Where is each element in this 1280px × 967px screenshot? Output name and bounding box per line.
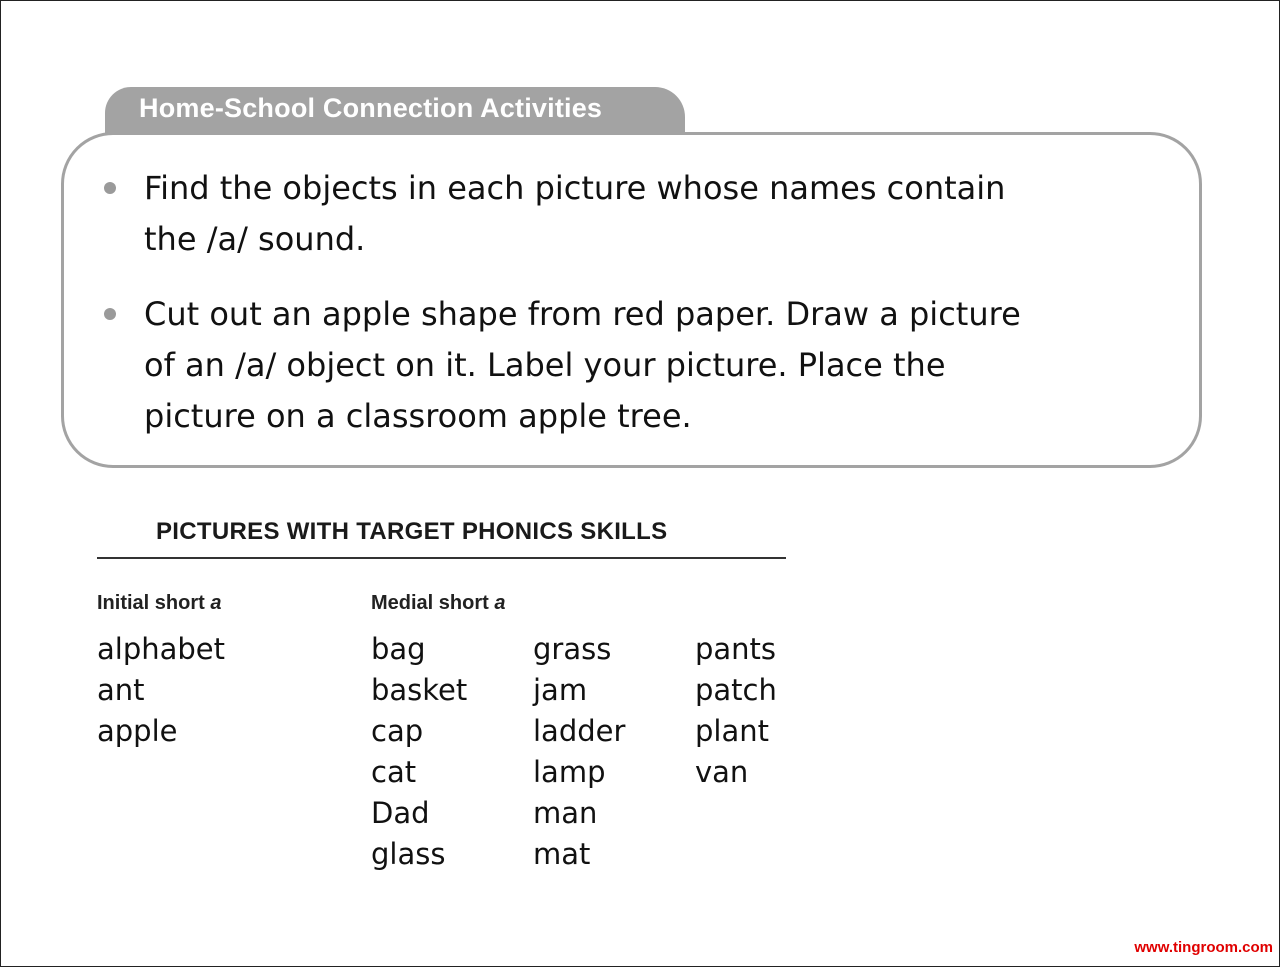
medial-short-a-heading <box>371 592 505 615</box>
activity-item-2 <box>144 289 1021 442</box>
word-item: ladder <box>533 714 626 748</box>
phonics-section-title: PICTURES WITH TARGET PHONICS SKILLS <box>156 518 668 545</box>
activities-title: Home-School Connection Activities <box>139 93 603 123</box>
word-item: van <box>695 755 749 789</box>
initial-short-a-heading <box>97 592 221 615</box>
word-item: apple <box>97 714 178 748</box>
activity-line: Find the objects in each picture whose names contain <box>144 169 1006 207</box>
medial-words-list-1 <box>371 629 467 875</box>
heading-text: Initial short <box>97 592 211 614</box>
word-item: Dad <box>371 796 430 830</box>
word-item: basket <box>371 673 468 707</box>
word-item: jam <box>533 673 588 707</box>
word-item: man <box>533 796 598 830</box>
bullet-dot-icon <box>104 182 116 194</box>
activity-line: Cut out an apple shape from red paper. Draw a picture <box>144 295 1021 333</box>
heading-letter: a <box>210 592 222 614</box>
watermark-link[interactable]: www.tingroom.com <box>1134 939 1273 956</box>
word-item: plant <box>695 714 769 748</box>
word-item: grass <box>533 632 612 666</box>
word-item: alphabet <box>97 632 226 666</box>
activity-line: picture on a classroom apple tree. <box>144 397 692 435</box>
heading-text: Medial short <box>371 592 495 614</box>
heading-letter: a <box>494 592 506 614</box>
activity-item-1 <box>144 163 1005 265</box>
word-item: lamp <box>533 755 606 789</box>
word-item: patch <box>695 673 777 707</box>
section-divider <box>97 557 786 559</box>
word-item: bag <box>371 632 426 666</box>
medial-words-list-2 <box>533 629 625 875</box>
word-item: mat <box>533 837 591 871</box>
activity-line: the /a/ sound. <box>144 220 366 258</box>
word-item: cat <box>371 755 417 789</box>
bullet-dot-icon <box>104 308 116 320</box>
word-item: cap <box>371 714 424 748</box>
medial-words-list-3 <box>695 629 777 793</box>
word-item: pants <box>695 632 777 666</box>
initial-words-list <box>97 629 225 752</box>
word-item: glass <box>371 837 446 871</box>
word-item: ant <box>97 673 145 707</box>
activity-line: of an /a/ object on it. Label your picture. Place the <box>144 346 946 384</box>
